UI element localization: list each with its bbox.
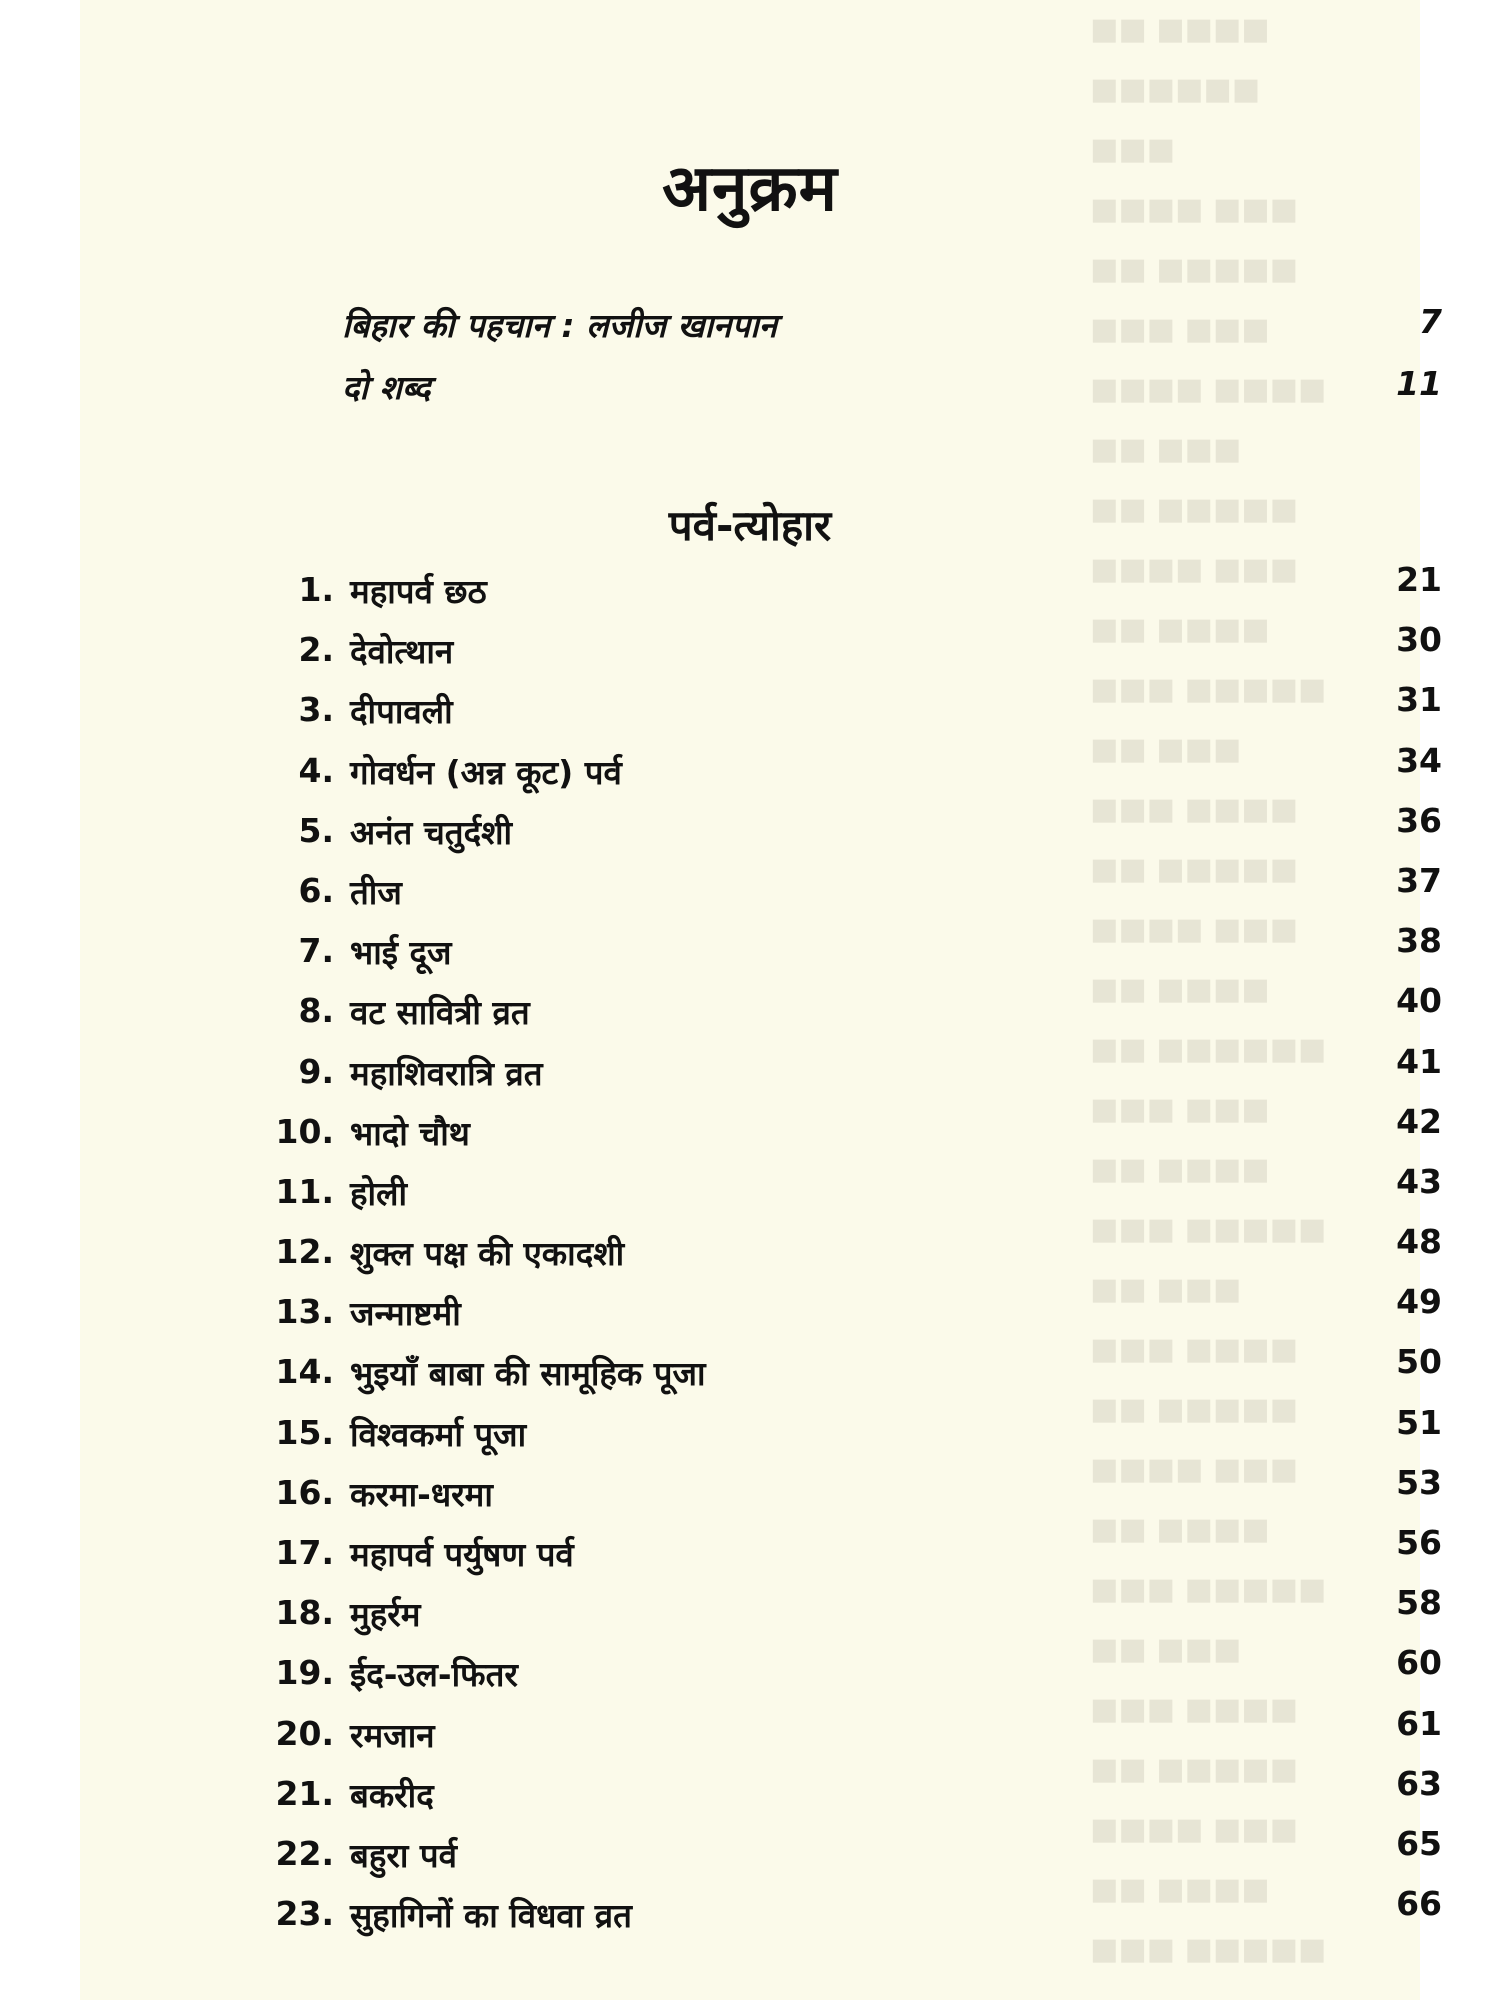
toc-entry-page: 40	[1396, 981, 1442, 1021]
toc-entry-number: 16.	[275, 1472, 334, 1512]
toc-entry-page: 37	[1396, 860, 1442, 900]
toc-entry-number: 15.	[275, 1412, 334, 1452]
toc-entry-title: बकरीद	[350, 1775, 434, 1815]
toc-entry	[260, 1042, 1442, 1102]
toc-entry-number: 20.	[275, 1713, 334, 1753]
toc-entry-number: 19.	[275, 1653, 334, 1693]
toc-entry	[260, 1704, 1442, 1764]
section-heading: पर्व-त्योहार	[668, 501, 832, 550]
toc-entry-page: 61	[1396, 1703, 1442, 1743]
toc-entry-page: 66	[1396, 1884, 1442, 1924]
toc-entry-title: भाई दूज	[350, 933, 452, 973]
toc-entry	[260, 620, 1442, 680]
toc-entry-title: गोवर्धन (अन्न कूट) पर्व	[350, 752, 622, 792]
toc-entry-title: महापर्व छठ	[350, 572, 487, 611]
toc-entry-number: 13.	[275, 1292, 334, 1332]
intro-item-label: दो शब्द	[342, 368, 431, 407]
toc-entry-number: 10.	[275, 1111, 334, 1151]
toc-entry-title: दीपावली	[350, 692, 453, 732]
toc-entry-page: 48	[1396, 1222, 1442, 1262]
toc-entry-number: 17.	[275, 1533, 334, 1572]
toc-entry-number: 5.	[298, 810, 334, 850]
intro-item	[342, 364, 1442, 409]
toc-entry-title: अनंत चतुर्दशी	[350, 812, 513, 852]
toc-entry-title: बहुरा पर्व	[350, 1835, 457, 1875]
toc-entry	[260, 1583, 1442, 1643]
toc-entry	[260, 1884, 1442, 1944]
intro-item-label: बिहार की पहचान : लजीज खानपान	[342, 306, 777, 345]
book-page	[80, 0, 1442, 2000]
toc-entry-number: 22.	[275, 1833, 334, 1873]
page-title: अनुक्रम	[662, 152, 838, 226]
toc-entry-title: जन्माष्टमी	[350, 1294, 461, 1334]
toc-entry-title: महाशिवरात्रि व्रत	[350, 1053, 543, 1093]
toc-entry-page: 30	[1396, 620, 1442, 660]
toc-entry	[260, 1222, 1442, 1282]
toc-entry-page: 58	[1396, 1583, 1442, 1623]
toc-entry-title: मुहर्रम	[350, 1595, 421, 1635]
toc-entry-number: 9.	[298, 1051, 334, 1091]
toc-entry-number: 4.	[298, 750, 334, 790]
toc-entry-number: 2.	[298, 630, 334, 670]
toc-entry	[260, 680, 1442, 740]
toc-entry-number: 14.	[275, 1352, 334, 1392]
toc-entry	[260, 1824, 1442, 1884]
toc-entry-number: 8.	[298, 991, 334, 1031]
toc-entry-title: तीज	[350, 872, 402, 912]
toc-entry-number: 6.	[298, 870, 334, 910]
toc-entry-page: 53	[1396, 1462, 1442, 1502]
toc-entry-page: 41	[1396, 1041, 1442, 1081]
toc-entry-page: 65	[1396, 1823, 1442, 1863]
toc-entry-page: 51	[1396, 1402, 1442, 1442]
toc-entry	[260, 741, 1442, 801]
toc-entry-number: 18.	[275, 1593, 334, 1633]
toc-entry	[260, 861, 1442, 921]
toc-entry-page: 63	[1396, 1763, 1442, 1803]
toc-entry-title: भादो चौथ	[350, 1113, 470, 1153]
toc-entry-title: सुहागिनों का विधवा व्रत	[350, 1896, 632, 1936]
toc-entry	[260, 921, 1442, 981]
toc-entry-title: महापर्व पर्युषण पर्व	[350, 1535, 574, 1574]
toc-entry-page: 60	[1396, 1643, 1442, 1683]
toc-entry-number: 1.	[298, 570, 334, 609]
toc-entry	[260, 801, 1442, 861]
toc-entry-page: 50	[1396, 1342, 1442, 1382]
toc-entry-title: भुइयाँ बाबा की सामूहिक पूजा	[350, 1354, 706, 1394]
toc-entry-title: विश्वकर्मा पूजा	[350, 1414, 527, 1454]
toc-entry-title: होली	[350, 1173, 407, 1213]
toc-entry-page: 38	[1396, 921, 1442, 961]
toc-entry	[260, 560, 1442, 620]
toc-entry-title: वट सावित्री व्रत	[350, 993, 530, 1033]
toc-entry-title: करमा-धरमा	[350, 1474, 493, 1514]
toc-entry-page: 31	[1396, 680, 1442, 720]
toc-entry-page: 34	[1396, 740, 1442, 780]
toc-entry-title: रमजान	[350, 1715, 435, 1755]
toc-entry	[260, 1403, 1442, 1463]
toc-entry-number: 23.	[275, 1894, 334, 1934]
toc-entry	[260, 981, 1442, 1041]
toc-entry-page: 49	[1396, 1282, 1442, 1322]
toc-entry-number: 11.	[275, 1171, 334, 1211]
toc-entry-number: 21.	[275, 1773, 334, 1813]
toc-entry-number: 12.	[275, 1232, 334, 1272]
toc-entry-number: 7.	[298, 931, 334, 971]
toc-entry	[260, 1342, 1442, 1402]
toc-entry-page: 36	[1396, 800, 1442, 840]
toc-entry	[260, 1162, 1442, 1222]
bleed-through-text: ■■■■ ■■ ■■■■■■ ■■■ ■■■ ■■■■ ■■■■■ ■■ ■■■ ■■■ ■■■■ ■■■■ ■■■ ■■ ■■■■■ ■■ ■■■ ■■■■ ■■■■ ■■ ■■■■■ ■■■ ■■■ ■■ ■■■■ ■■■ ■■■■■ ■■ ■■■ ■■■■ ■■■■ ■■ ■■■■■■ ■■ ■■■ ■■■ ■■■■ ■■ ■■■■■ ■■■ ■■■ ■■ ■■■■ ■■■ ■■■■■ ■■ ■■■ ■■■■ ■■■■ ■■ ■■■■■ ■■■ ■■■ ■■ ■■■■ ■■■ ■■■■■ ■■ ■■■ ■■■■ ■■■■ ■■ ■■■■■ ■■■	[1090, 12, 1327, 1967]
toc-entry-page: 42	[1396, 1101, 1442, 1141]
toc-entry-number: 3.	[298, 690, 334, 730]
intro-item-page: 11	[1396, 364, 1442, 403]
toc-entry	[260, 1523, 1442, 1583]
toc-entry-page: 21	[1396, 560, 1442, 599]
toc-entry	[260, 1764, 1442, 1824]
toc-entry-page: 43	[1396, 1161, 1442, 1201]
intro-item	[342, 302, 1442, 347]
toc-entry-title: देवोत्थान	[350, 632, 454, 672]
toc-entry-title: ईद-उल-फितर	[350, 1655, 518, 1695]
toc-entry	[260, 1282, 1442, 1342]
toc-entry-page: 56	[1396, 1523, 1442, 1562]
table-of-contents	[260, 560, 1442, 1944]
toc-entry	[260, 1463, 1442, 1523]
intro-item-page: 7	[1419, 302, 1442, 341]
toc-entry-title: शुक्ल पक्ष की एकादशी	[350, 1234, 625, 1274]
toc-entry	[260, 1643, 1442, 1703]
toc-entry	[260, 1102, 1442, 1162]
